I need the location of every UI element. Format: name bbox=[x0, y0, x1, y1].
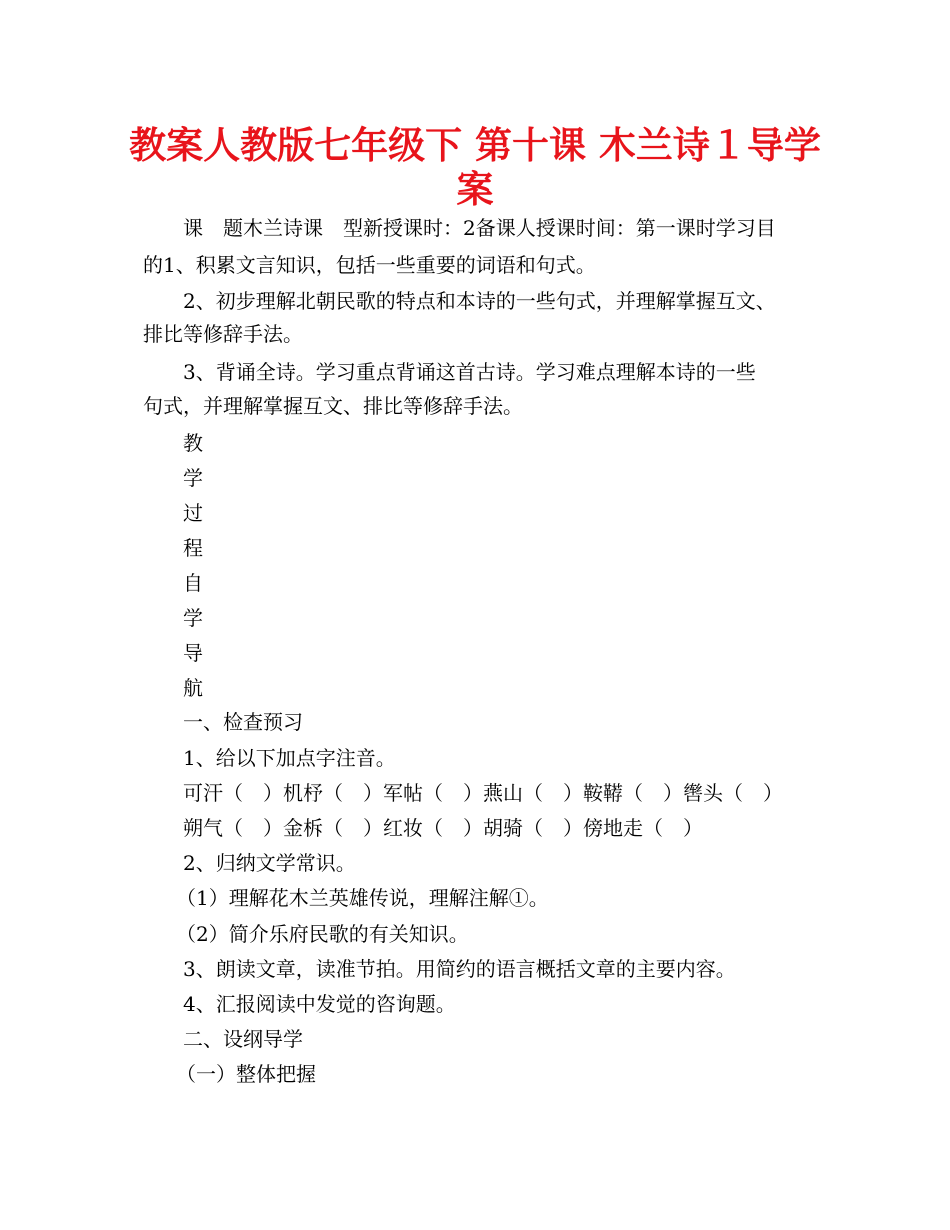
pinyin-exercise-row: 可汗（ ）机杼（ ）军帖（ ）燕山（ ）鞍鞯（ ）辔头（ ） bbox=[183, 781, 783, 805]
vertical-heading-char: 学 bbox=[183, 466, 203, 490]
vertical-heading-char: 过 bbox=[183, 501, 203, 525]
vertical-heading-char: 教 bbox=[183, 431, 203, 455]
intro-line: 的1、积累文言知识，包括一些重要的词语和句式。 bbox=[143, 253, 596, 277]
objective-3-continued: 句式，并理解掌握互文、排比等修辞手法。 bbox=[143, 394, 523, 418]
list-item: 3、朗读文章，读准节拍。用简约的语言概括文章的主要内容。 bbox=[183, 957, 736, 981]
document-title-continued: 案 bbox=[456, 168, 494, 211]
vertical-heading-char: 程 bbox=[183, 536, 203, 560]
objective-2: 2、初步理解北朝民歌的特点和本诗的一些句式，并理解掌握互文、 bbox=[183, 289, 776, 313]
sub-item: （1）理解花木兰英雄传说，理解注解①。 bbox=[176, 886, 549, 910]
vertical-heading-char: 学 bbox=[183, 606, 203, 630]
list-item: 2、归纳文学常识。 bbox=[183, 851, 356, 875]
vertical-heading-char: 导 bbox=[183, 641, 203, 665]
pinyin-exercise-row: 朔气（ ）金柝（ ）红妆（ ）胡骑（ ）傍地走（ ） bbox=[183, 816, 703, 840]
list-item: 4、汇报阅读中发觉的咨询题。 bbox=[183, 992, 456, 1016]
vertical-heading-char: 航 bbox=[183, 676, 203, 700]
sub-item: （2）简介乐府民歌的有关知识。 bbox=[176, 922, 469, 946]
document-title: 教案人教版七年级下 第十课 木兰诗１导学 bbox=[129, 124, 821, 167]
objective-2-continued: 排比等修辞手法。 bbox=[143, 322, 303, 346]
section-heading: 二、设纲导学 bbox=[183, 1027, 303, 1051]
objective-3: 3、背诵全诗。学习重点背诵这首古诗。学习难点理解本诗的一些 bbox=[183, 360, 756, 384]
section-heading: 一、检查预习 bbox=[183, 710, 303, 734]
intro-line: 课 题木兰诗课 型新授课时：2备课人授课时间：第一课时学习目 bbox=[183, 216, 776, 240]
vertical-heading-char: 自 bbox=[183, 571, 203, 595]
list-item: 1、给以下加点字注音。 bbox=[183, 746, 396, 770]
sub-heading: （一）整体把握 bbox=[176, 1062, 316, 1086]
